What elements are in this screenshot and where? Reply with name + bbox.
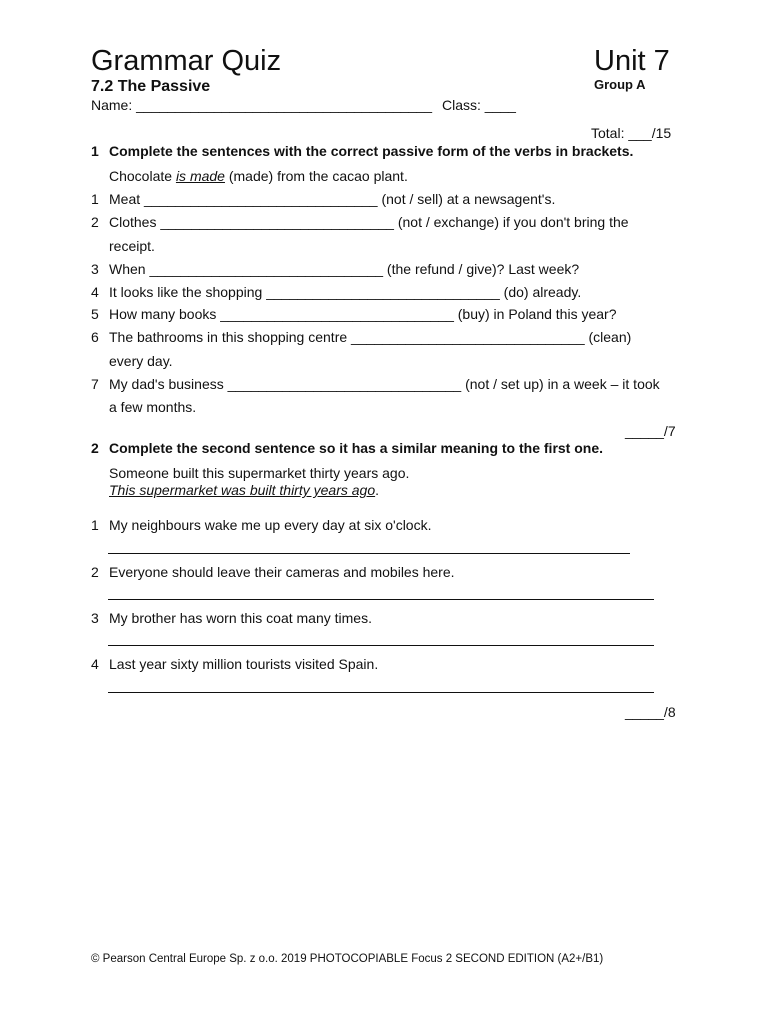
ex2-number: 2	[91, 440, 99, 456]
ex1-example	[109, 168, 408, 184]
ex2-instruction: Complete the second sentence so it has a similar meaning to the first one.	[109, 440, 604, 456]
ex1-instruction: Complete the sentences with the correct passive form of the verbs in brackets.	[109, 143, 634, 159]
ex1-item-text[interactable]: When ______________________________ (the refund / give)? Last week?	[109, 261, 580, 277]
ex2-item-prompt: My neighbours wake me up every day at six o'clock.	[109, 517, 432, 533]
ex2-item-num: 2	[91, 564, 99, 580]
ex1-item-num: 7	[91, 376, 99, 392]
ex2-item-num: 3	[91, 610, 99, 626]
page-subtitle: 7.2 The Passive	[91, 78, 211, 95]
ex2-example-answer	[109, 482, 379, 498]
ex1-item-num: 5	[91, 306, 99, 322]
ex2-item-prompt: Last year sixty million tourists visited Spain.	[109, 656, 379, 672]
name-field[interactable]: Name: ______________________________________	[91, 97, 432, 113]
ex2-score: _____/8	[625, 704, 676, 720]
group-label: Group A	[594, 77, 646, 92]
ex1-item-text[interactable]: My dad's business ______________________________ (not / set up) in a week – it took	[109, 376, 660, 392]
ex1-example-answer: is made	[175, 168, 225, 184]
ex1-item-text[interactable]: The bathrooms in this shopping centre ______________________________ (clean)	[109, 329, 632, 345]
ex1-item-text-cont: a few months.	[109, 399, 197, 415]
ex1-item-text[interactable]: It looks like the shopping ______________________________ (do) already.	[109, 284, 582, 300]
ex2-item-num: 4	[91, 656, 99, 672]
ex1-item-num: 3	[91, 261, 99, 277]
ex2-example-prompt: Someone built this supermarket thirty years ago.	[109, 465, 410, 481]
ex1-example-after: (made) from the cacao plant.	[224, 168, 408, 184]
ex2-item-prompt: Everyone should leave their cameras and mobiles here.	[109, 564, 455, 580]
footer-copyright: © Pearson Central Europe Sp. z o.o. 2019 PHOTOCOPIABLE Focus 2 SECOND EDITION (A2+/B1)	[91, 953, 604, 965]
answer-line[interactable]	[108, 553, 630, 554]
total-score: Total: ___/15	[591, 125, 672, 141]
ex1-item-text[interactable]: Meat ______________________________ (not / sell) at a newsagent's.	[109, 191, 556, 207]
answer-line[interactable]	[108, 645, 654, 646]
ex1-item-num: 4	[91, 284, 99, 300]
ex2-item-num: 1	[91, 517, 99, 533]
ex1-item-text-cont: every day.	[109, 353, 173, 369]
ex1-item-num: 2	[91, 214, 99, 230]
ex1-example-before: Chocolate	[109, 168, 176, 184]
page-title: Grammar Quiz	[91, 45, 282, 77]
ex1-item-text[interactable]: How many books ______________________________ (buy) in Poland this year?	[109, 306, 617, 322]
class-field[interactable]: Class: ____	[442, 97, 516, 113]
ex2-example-answer-text: This supermarket was built thirty years ago	[109, 482, 376, 498]
ex2-example-end: .	[375, 482, 379, 498]
ex1-score: _____/7	[625, 423, 676, 439]
unit-label: Unit 7	[594, 45, 670, 77]
ex1-item-text-cont: receipt.	[109, 238, 155, 254]
answer-line[interactable]	[108, 599, 654, 600]
ex1-item-text[interactable]: Clothes ______________________________ (not / exchange) if you don't bring the	[109, 214, 629, 230]
answer-line[interactable]	[108, 692, 654, 693]
ex1-item-num: 1	[91, 191, 99, 207]
ex1-item-num: 6	[91, 329, 99, 345]
ex2-item-prompt: My brother has worn this coat many times.	[109, 610, 372, 626]
ex1-number: 1	[91, 143, 99, 159]
